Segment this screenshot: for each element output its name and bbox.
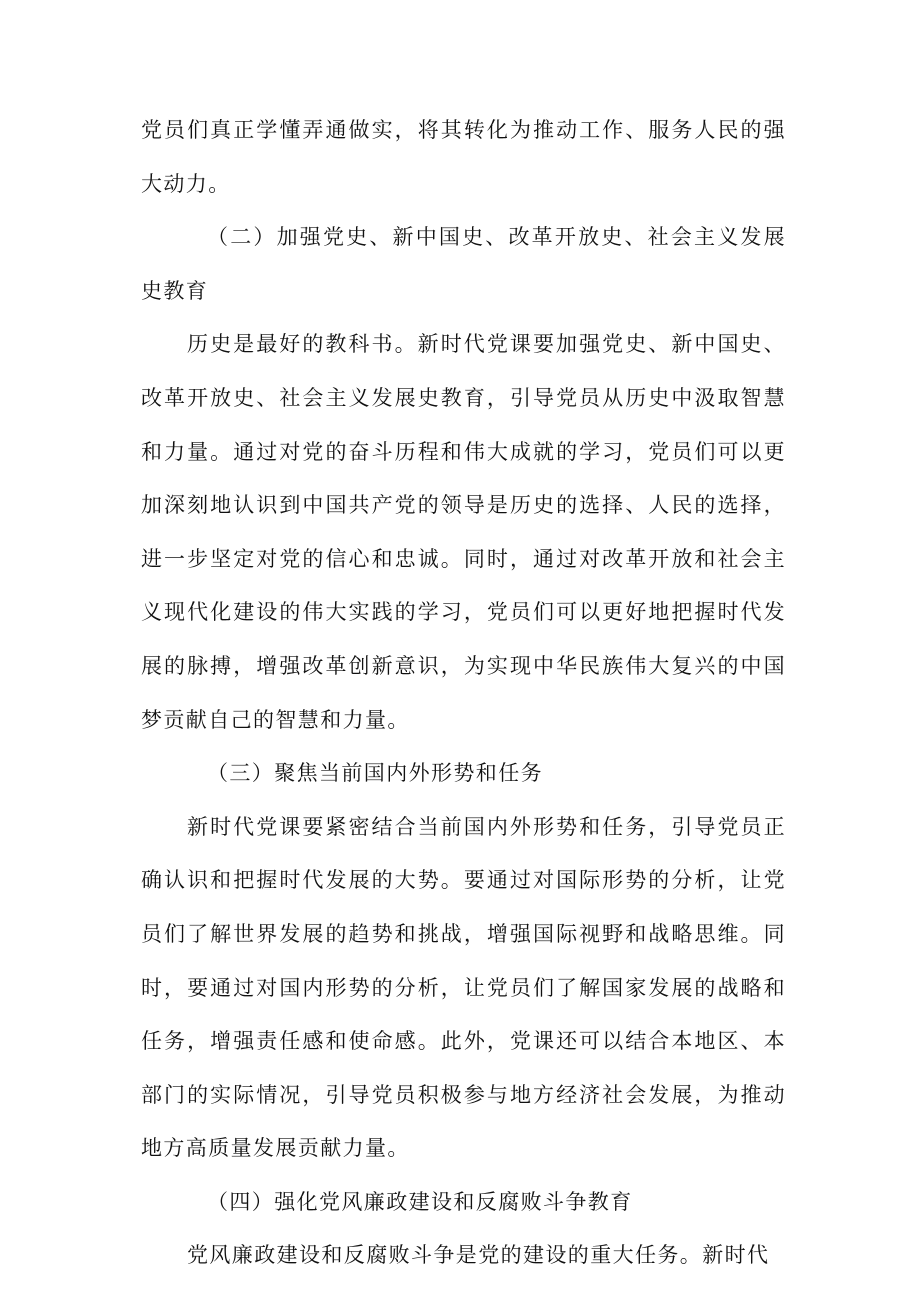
paragraph-current-situation: 新时代党课要紧密结合当前国内外形势和任务，引导党员正确认识和把握时代发展的大势。要通过对国际形势的分析，让党员们了解世界发展的趋势和挑战，增强国际视野和战略思维。同时，要通过对国内形势的分析，让党员们了解国家发展的战略和任务，增强责任感和使命感。此外，党课还可以结合本地区、本部门的实际情况，引导党员积极参与地方经济社会发展，为推动地方高质量发展贡献力量。 (141, 814, 786, 1161)
document-page (141, 104, 786, 1283)
section-heading-4: （四）强化党风廉政建设和反腐败斗争教育 (207, 1189, 633, 1214)
paragraph-history-education: 历史是最好的教科书。新时代党课要加强党史、新中国史、改革开放史、社会主义发展史教育，引导党员从历史中汲取智慧和力量。通过对党的奋斗历程和伟大成就的学习，党员们可以更加深刻地认识到中国共产党的领导是历史的选择、人民的选择，进一步坚定对党的信心和忠诚。同时，通过对改革开放和社会主义现代化建设的伟大实践的学习，党员们可以更好地把握时代发展的脉搏，增强改革创新意识，为实现中华民族伟大复兴的中国梦贡献自己的智慧和力量。 (141, 332, 786, 732)
section-heading-3: （三）聚焦当前国内外形势和任务 (207, 761, 543, 786)
paragraph-continuation: 党员们真正学懂弄通做实，将其转化为推动工作、服务人民的强大动力。 (141, 118, 786, 196)
paragraph-anti-corruption: 党风廉政建设和反腐败斗争是党的建设的重大任务。新时代 (187, 1243, 770, 1268)
section-heading-2: （二）加强党史、新中国史、改革开放史、社会主义发展史教育 (141, 225, 786, 303)
